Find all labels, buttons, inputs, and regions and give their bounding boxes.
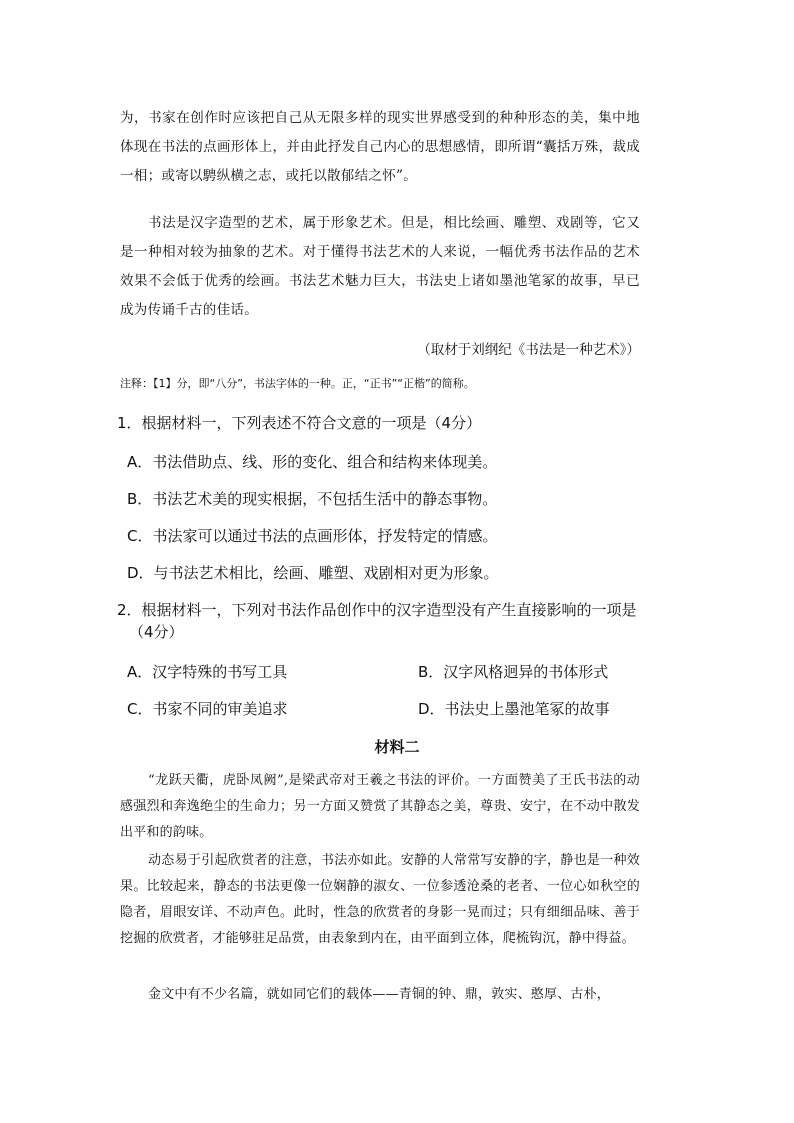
material1-paragraph-continued: 为，书家在创作时应该把自己从无限多样的现实世界感受到的种种形态的美，集中地体现在书法的点画形体上，并由此抒发自己内心的思想感情，即所谓“囊括万殊，裁成一相；或寄以騁纵横之志，或托以散郁结之怀”。 — [120, 110, 640, 184]
question-2-option-d: D．书法史上墨池笔冢的故事 — [418, 700, 610, 718]
material2-paragraph-3: 金文中有不少名篇，就如同它们的载体——青铜的钟、鼎，敦实、憨厚、古朴， — [148, 987, 611, 1002]
question-2-option-c: C．书家不同的审美追求 — [127, 700, 288, 718]
footnote: 注释：【1】分，即“八分”，书法字体的一种。正，“正书”“正楷”的简称。 — [120, 377, 475, 390]
source-citation: （取材于刘纲纪《书法是一种艺术》） — [417, 342, 640, 358]
question-1-option-d: D．与书法艺术相比，绘画、雕塑、戏剧相对更为形象。 — [127, 564, 499, 582]
material2-paragraph-2: 动态易于引起欣赏者的注意，书法亦如此。安静的人常常写安静的字，静也是一种效果。比较起来，静态的书法更像一位娴静的淑女、一位参透沧桑的老者、一位心如秋空的隐者，眉眼安详、不动声色。此时，性急的欣赏者的身影一晃而过；只有细细品味、善于挖掘的欣赏者，才能够驻足品赏，由表象到内在，由平面到立体，爬梳钩沉，静中得益。 — [120, 853, 640, 946]
question-1-option-c: C．书法家可以通过书法的点画形体，抒发特定的情感。 — [127, 527, 498, 545]
question-2-option-b: B．汉字风格迥异的书体形式 — [418, 663, 609, 681]
question-1-stem: 1．根据材料一，下列表述不符合文意的一项是（4分） — [117, 414, 482, 432]
question-1-option-b: B．书法艺术美的现实根据，不包括生活中的静态事物。 — [127, 490, 498, 508]
material2-heading: 材料二 — [374, 738, 420, 756]
question-2-stem: 2．根据材料一，下列对书法作品创作中的汉字造型没有产生直接影响的一项是（4分） — [117, 601, 637, 641]
question-2-option-a: A．汉字特殊的书写工具 — [127, 663, 288, 681]
question-1-option-a: A．书法借助点、线、形的变化、组合和结构来体现美。 — [127, 453, 498, 471]
material2-paragraph-1: “龙跃天衢，虎卧凤阙”,是梁武帝对王羲之书法的评价。一方面赞美了王氏书法的动感强烈和奔逸绝尘的生命力；另一方面又赞赏了其静态之美，尊贵、安宁，在不动中散发出平和的韵味。 — [120, 773, 640, 840]
material1-paragraph-2: 书法是汉字造型的艺术，属于形象艺术。但是，相比绘画、雕塑、戏剧等，它又是一种相对较为抽象的艺术。对于懂得书法艺术的人来说，一幅优秀书法作品的艺术效果不会低于优秀的绘画。书法艺术魅力巨大，书法史上诸如墨池笔冢的故事，早已成为传诵千古的佳话。 — [120, 215, 640, 318]
